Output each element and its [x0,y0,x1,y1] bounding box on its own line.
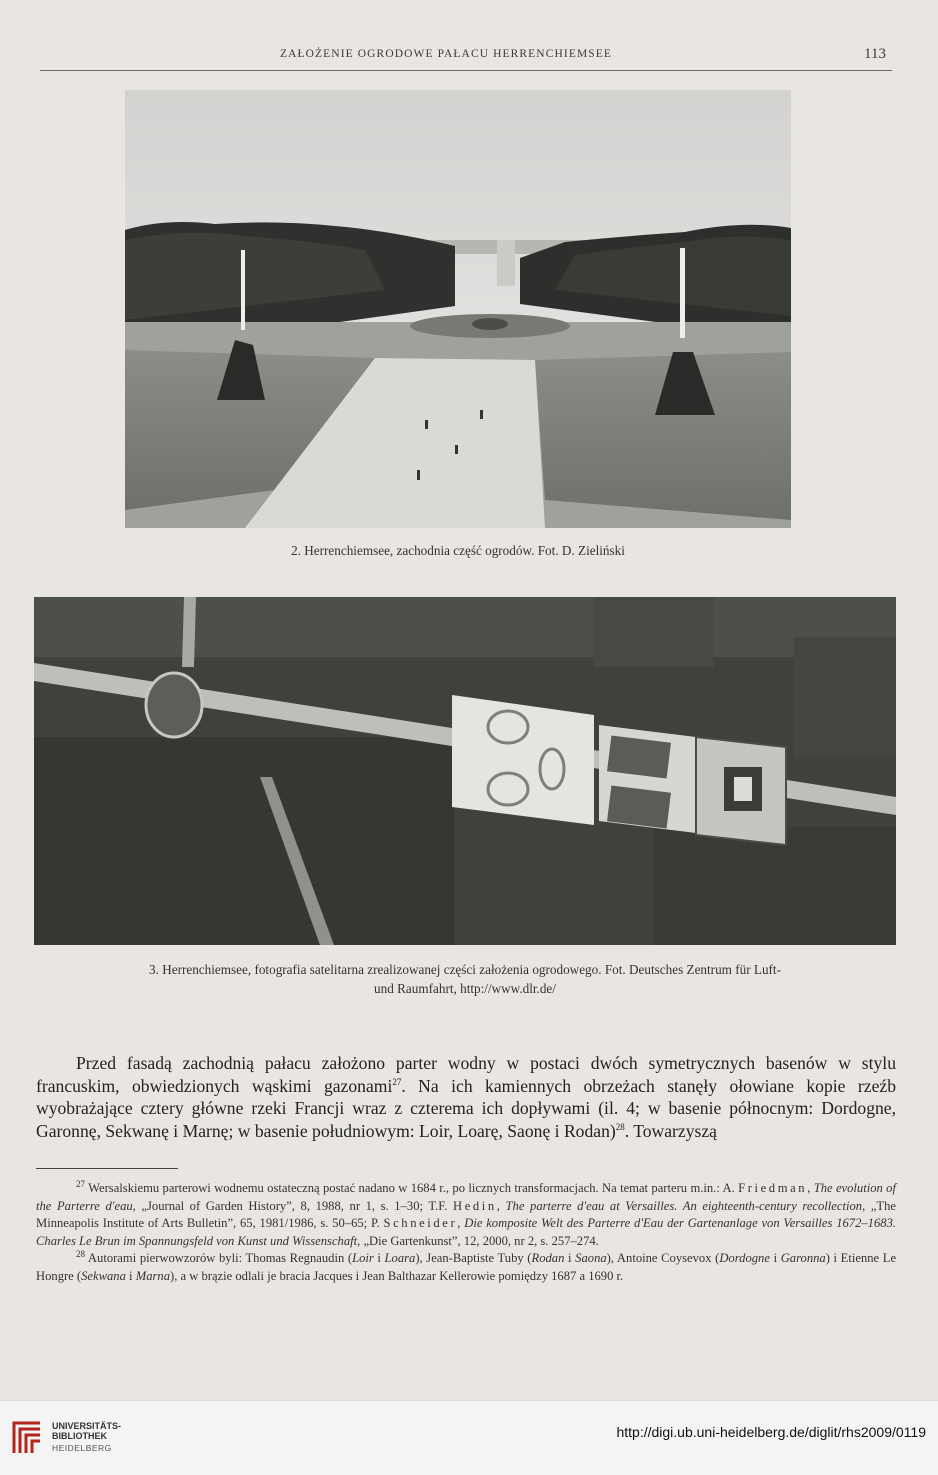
running-header [40,46,892,71]
footnote-27-title-3: Die komposite Welt des Parterre d'Eau der Gartenanlage von Versailles 1672–1683. Charles Le Brun im Spannungsfeld von Kunst und Wissenschaft [36,1216,897,1248]
figure-3-satellite-photo [34,597,896,945]
footnote-28 [36,1250,896,1285]
footnote-28-rodan: Rodan [531,1251,565,1266]
figure-3-caption-line2: und Raumfahrt, http://www.dlr.de/ [374,981,556,996]
body-paragraph [36,1052,896,1142]
footnote-27-sep: , [807,1181,814,1195]
footnote-28-number: 28 [76,1249,85,1260]
footnote-28-dordogne: Dordogne [719,1251,770,1266]
footer-bar [0,1400,938,1475]
paragraph-text-end: . Towarzyszą [624,1120,717,1141]
document-url-link[interactable]: http://digi.ub.uni-heidelberg.de/diglit/rhs2009/0119 [616,1424,926,1440]
footnote-27-title-2: The parterre d'eau at Versailles. An eighteenth-century recollection [505,1198,863,1213]
library-logo-icon[interactable] [10,1417,44,1457]
footnote-ref-28: 28 [615,1121,625,1132]
footnote-28-sekwana: Sekwana [81,1268,126,1283]
footnote-28-and-3: i [769,1251,781,1266]
footnote-28-marna: Marna [135,1268,170,1283]
footnote-28-text-3: ), Antoine Coysevox ( [606,1251,720,1266]
footnote-27-number: 27 [76,1178,85,1189]
library-name [52,1421,121,1441]
library-city: HEIDELBERG [52,1443,112,1453]
footnote-28-text-5: ), a w brązie odlali je bracia Jacques i Jean Balthazar Kellerowie pomiędzy 1687 a 1690 r. [170,1268,624,1283]
footnote-ref-27: 27 [392,1076,402,1087]
footnote-28-text-4: ) i Etienne Le Hongre ( [36,1251,897,1283]
footnote-28-and-1: i [373,1251,385,1266]
footnote-27-text: Wersalskiemu parterowi wodnemu ostateczną postać nadano w 1684 r., po licznych transformacjach. Na temat parteru m.in.: A. [85,1181,739,1195]
footnote-28-saona: Saona [575,1251,607,1266]
footnote-27-sep-3: , [457,1216,465,1231]
figure-3-caption [34,960,896,998]
footnote-27-title-1: The evolution of the Parterre d'eau [36,1181,896,1213]
footnote-27 [36,1180,896,1250]
footnote-27-author-hedin: Hedin [453,1198,497,1213]
footnote-28-and-4: i [125,1268,136,1283]
footnotes [36,1180,896,1286]
figure-2-photo [125,90,791,528]
paragraph-text-cont: . Na ich kamiennych obrzeżach stanęły ołowiane kopie rzeźb wyobrażające cztery główne rzeki Francji wraz z czterema ich dopływami (il. 4; w basenie północnym: Dordogne, Garonnę, Sekwanę i Marnę; w basenie południowym: Loir, Loarę, Saonę i Rodan) [36,1075,896,1141]
footnote-27-sep-2: , [496,1198,506,1213]
figure-3-caption-line1: 3. Herrenchiemsee, fotografia satelitarna zrealizowanej części założenia ogrodowego. Fot. Deutsches Zentrum für Luft- [149,962,781,977]
footnote-27-author-friedman: Friedman [738,1181,808,1195]
library-name-line1: UNIVERSITÄTS- [52,1421,122,1431]
paragraph-text: Przed fasadą zachodnią pałacu założono parter wodny w postaci dwóch symetrycznych basenów w stylu francuskim, obwiedzionych wąskimi gazonami [36,1053,896,1096]
library-name-line2: BIBLIOTHEK [52,1431,107,1441]
footnote-28-text-2: ), Jean-Baptiste Tuby ( [415,1251,532,1266]
page-number: 113 [864,46,886,62]
running-title: ZAŁOŻENIE OGRODOWE PAŁACU HERRENCHIEMSEE [280,48,613,60]
footnote-27-author-schneider: Schneider [383,1216,458,1231]
footnote-27-text-3: , „The Minneapolis Institute of Arts Bulletin”, 65, 1981/1986, s. 50–65; P. [36,1198,896,1231]
footnote-27-text-2: , „Journal of Garden History”, 8, 1988, nr 1, s. 1–30; T.F. [132,1198,454,1213]
figure-2-caption: 2. Herrenchiemsee, zachodnia część ogrodów. Fot. D. Zieliński [291,543,625,558]
footnote-28-loara: Loara [384,1251,416,1266]
footnote-27-text-4: , „Die Gartenkunst”, 12, 2000, nr 2, s. 257–274. [357,1233,599,1248]
footnote-28-loir: Loir [352,1251,374,1266]
footnote-28-and-2: i [564,1251,576,1266]
footnote-28-garonna: Garonna [780,1251,826,1266]
footnote-28-text: Autorami pierwowzorów byli: Thomas Regnaudin ( [85,1251,353,1266]
footnote-rule [36,1168,178,1169]
